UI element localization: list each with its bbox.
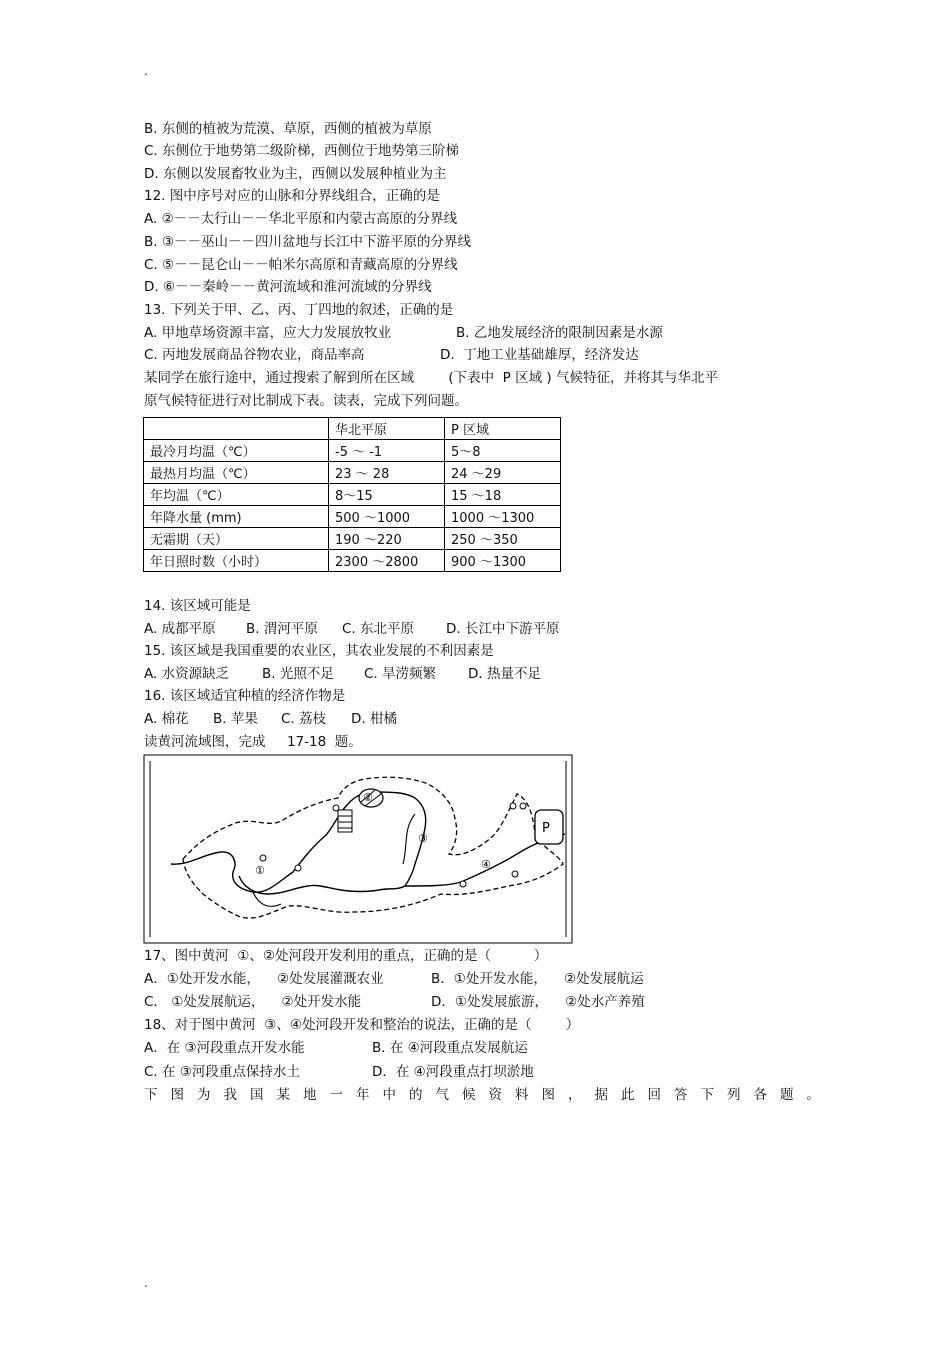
q11-option-b: B. 东侧的植被为荒漠、草原，西侧的植被为草原 bbox=[144, 121, 432, 137]
q16-option-d: D. 柑橘 bbox=[351, 711, 397, 727]
q12-option-c: C. ⑤－－昆仑山－－帕米尔高原和青藏高原的分界线 bbox=[144, 257, 458, 273]
table-header-cell bbox=[144, 418, 329, 440]
table-cell: 500 ～1000 bbox=[329, 506, 445, 528]
table-header-cell: 华北平原 bbox=[329, 418, 445, 440]
hatched-area-small bbox=[338, 810, 352, 832]
map-label-p: P bbox=[542, 821, 550, 836]
city-dot bbox=[512, 871, 518, 877]
q14-option-c: C. 东北平原 bbox=[342, 621, 415, 637]
map-label-3: ③ bbox=[418, 832, 428, 845]
table-cell: 250 ～350 bbox=[445, 528, 561, 550]
q14-option-d: D. 长江中下游平原 bbox=[446, 621, 560, 637]
q12-option-b: B. ③－－巫山－－四川盆地与长江中下游平原的分界线 bbox=[144, 234, 471, 250]
table-cell: 年降水量 (mm) bbox=[144, 506, 329, 528]
table-cell: 8～15 bbox=[329, 484, 445, 506]
q11-option-d: D. 东侧以发展畜牧业为主，西侧以发展种植业为主 bbox=[144, 166, 447, 182]
q17-option-d: D．①处发展旅游， ②处水产养殖 bbox=[431, 994, 645, 1010]
table-cell: 最热月均温（℃） bbox=[144, 462, 329, 484]
q13-option-d: D. 丁地工业基础雄厚，经济发达 bbox=[440, 347, 639, 363]
map-label-4: ④ bbox=[481, 858, 491, 871]
q12-option-a: A. ②－－太行山－－华北平原和内蒙古高原的分界线 bbox=[144, 211, 458, 227]
city-dot bbox=[295, 865, 301, 871]
yellow-river-basin-map bbox=[143, 754, 573, 944]
table-intro-line2: 原气候特征进行对比制成下表。读表，完成下列问题。 bbox=[144, 393, 468, 409]
table-row bbox=[144, 528, 561, 550]
table-cell: 年日照时数（小时） bbox=[144, 550, 329, 572]
table-header-cell: P 区域 bbox=[445, 418, 561, 440]
table-row bbox=[144, 440, 561, 462]
city-dot bbox=[520, 803, 526, 809]
table-row bbox=[144, 462, 561, 484]
table-cell: 1000 ～1300 bbox=[445, 506, 561, 528]
q15-option-d: D. 热量不足 bbox=[468, 666, 541, 682]
map-label-1: ① bbox=[255, 864, 265, 877]
q15-option-c: C. 旱涝频繁 bbox=[364, 666, 437, 682]
q15-stem: 15. 该区域是我国重要的农业区，其农业发展的不利因素是 bbox=[144, 643, 494, 659]
q17-stem: 17、图中黄河 ①、②处河段开发利用的重点，正确的是（ ） bbox=[144, 948, 548, 964]
table-cell: 15 ～18 bbox=[445, 484, 561, 506]
q18-option-b: B. 在 ④河段重点发展航运 bbox=[372, 1040, 528, 1056]
q14-stem: 14. 该区域可能是 bbox=[144, 598, 251, 614]
table-cell: 年均温（℃） bbox=[144, 484, 329, 506]
table-cell: 900 ～1300 bbox=[445, 550, 561, 572]
map-label-2: ② bbox=[363, 791, 373, 804]
table-cell: 24 ～29 bbox=[445, 462, 561, 484]
q16-option-c: C. 荔枝 bbox=[281, 711, 327, 727]
q16-option-a: A. 棉花 bbox=[144, 711, 189, 727]
table-cell: 最冷月均温（℃） bbox=[144, 440, 329, 462]
q13-option-a: A. 甲地草场资源丰富，应大力发展放牧业 bbox=[144, 325, 392, 341]
page-dot-top: . bbox=[144, 64, 148, 78]
closing-instruction: 下图为我国某地一年中的气候资料图，据此回答下列各题。 bbox=[144, 1087, 833, 1103]
city-dot bbox=[460, 881, 466, 887]
q13-stem: 13. 下列关于甲、乙、丙、丁四地的叙述，正确的是 bbox=[144, 302, 454, 318]
map-frame bbox=[144, 755, 572, 943]
table-header-row bbox=[144, 418, 561, 440]
map-intro: 读黄河流域图，完成 17-18 题。 bbox=[144, 734, 362, 750]
table-cell: 190 ～220 bbox=[329, 528, 445, 550]
q17-option-a: A．①处开发水能， ②处发展灌溉农业 bbox=[144, 971, 384, 987]
q13-option-c: C. 丙地发展商品谷物农业，商品率高 bbox=[144, 347, 365, 363]
climate-comparison-table bbox=[143, 417, 561, 572]
q14-option-a: A. 成都平原 bbox=[144, 621, 216, 637]
q13-option-b: B. 乙地发展经济的限制因素是水源 bbox=[456, 325, 663, 341]
table-cell: -5 ～ -1 bbox=[329, 440, 445, 462]
page-dot-bottom: . bbox=[144, 1276, 148, 1290]
table-cell: 无霜期（天） bbox=[144, 528, 329, 550]
q18-option-a: A．在 ③河段重点开发水能 bbox=[144, 1040, 305, 1056]
q11-option-c: C. 东侧位于地势第二级阶梯，西侧位于地势第三阶梯 bbox=[144, 143, 460, 159]
table-row bbox=[144, 550, 561, 572]
q15-option-b: B. 光照不足 bbox=[262, 666, 334, 682]
table-row bbox=[144, 484, 561, 506]
q15-option-a: A. 水资源缺乏 bbox=[144, 666, 230, 682]
q12-option-d: D. ⑥－－秦岭－－黄河流域和淮河流域的分界线 bbox=[144, 279, 432, 295]
city-dot bbox=[333, 805, 339, 811]
q17-option-c: C． ①处发展航运， ②处开发水能 bbox=[144, 994, 362, 1010]
q18-option-c: C. 在 ③河段重点保持水土 bbox=[144, 1064, 300, 1080]
table-row bbox=[144, 506, 561, 528]
table-cell: 23 ～ 28 bbox=[329, 462, 445, 484]
table-intro-line1: 某同学在旅行途中，通过搜索了解到所在区域 (下表中 P 区域 ) 气候特征，并将其与华北平 bbox=[144, 370, 718, 386]
q14-option-b: B. 渭河平原 bbox=[246, 621, 318, 637]
table-cell: 5～8 bbox=[445, 440, 561, 462]
q18-stem: 18、对于图中黄河 ③、④处河段开发和整治的说法，正确的是（ ） bbox=[144, 1017, 580, 1033]
q18-option-d: D．在 ④河段重点打坝淤地 bbox=[372, 1064, 534, 1080]
q12-stem: 12. 图中序号对应的山脉和分界线组合，正确的是 bbox=[144, 188, 440, 204]
city-dot bbox=[510, 803, 516, 809]
q16-stem: 16. 该区域适宜种植的经济作物是 bbox=[144, 688, 346, 704]
city-dot bbox=[260, 855, 266, 861]
q17-option-b: B．①处开发水能， ②处发展航运 bbox=[431, 971, 644, 987]
q16-option-b: B. 苹果 bbox=[213, 711, 258, 727]
table-cell: 2300 ～2800 bbox=[329, 550, 445, 572]
